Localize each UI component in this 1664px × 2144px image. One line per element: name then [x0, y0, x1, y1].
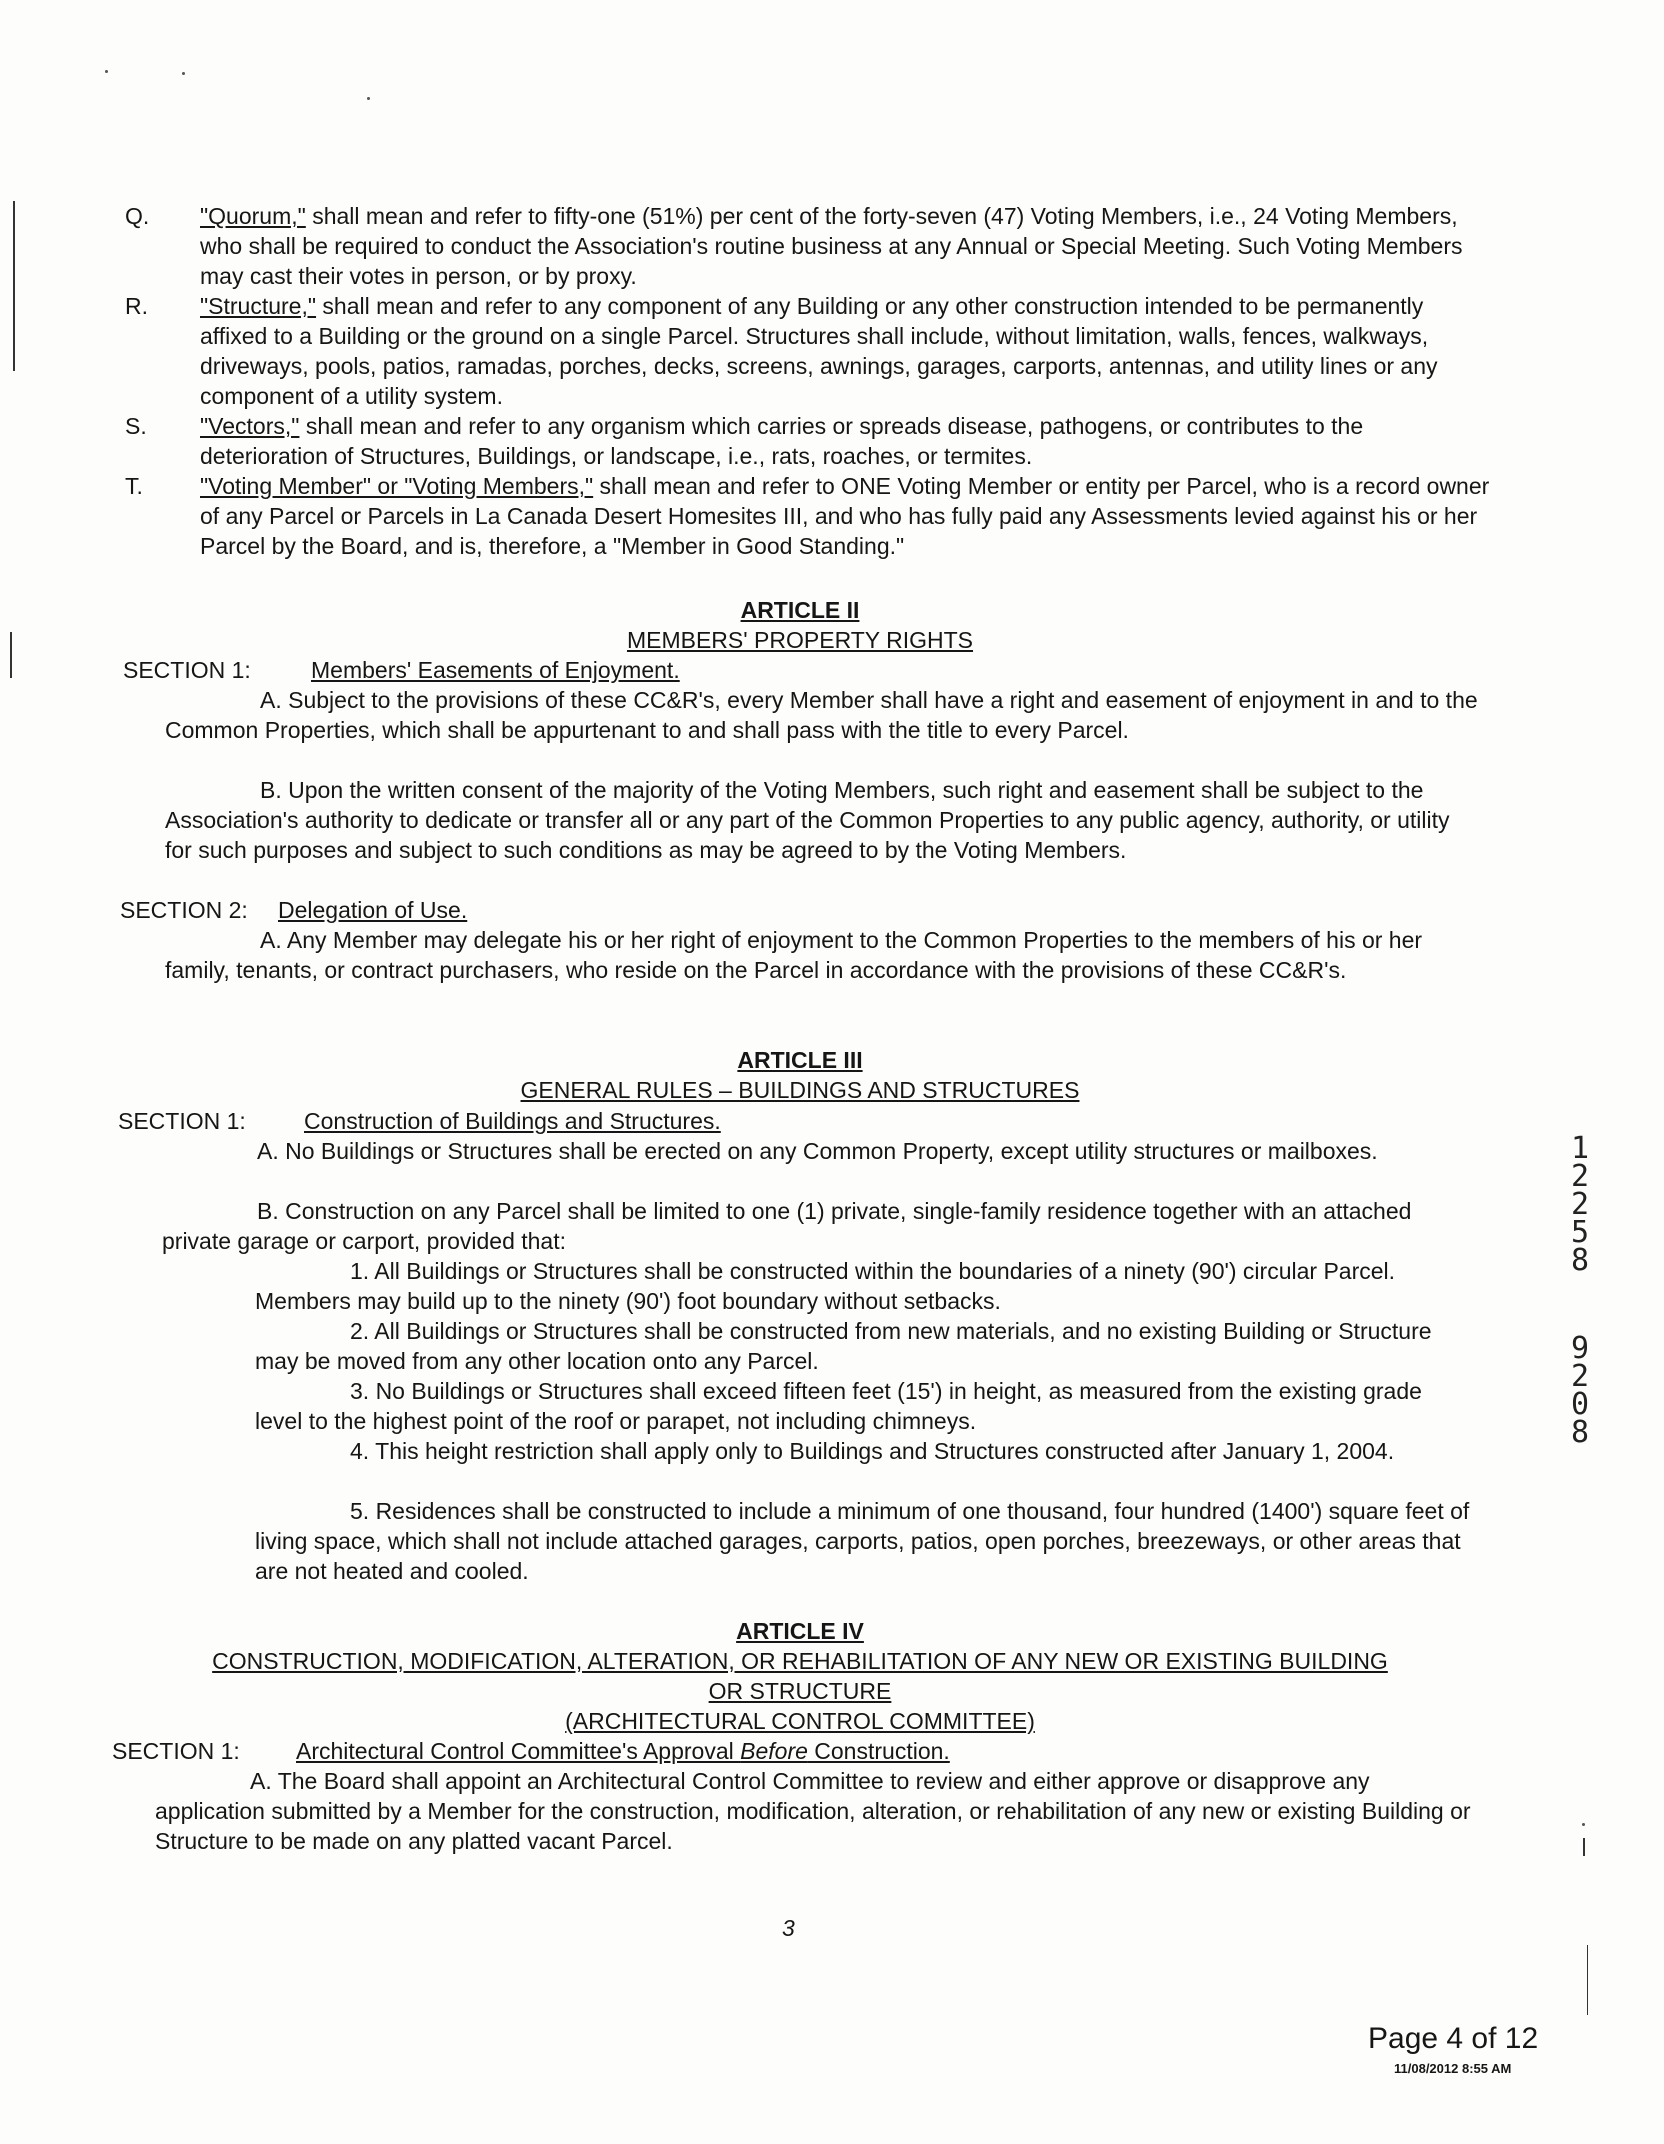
scan-speck	[182, 72, 185, 75]
section-title: Construction of Buildings and Structures.	[304, 1108, 721, 1134]
definition-r	[125, 291, 1495, 411]
recording-stamp: 9 2 0 8	[1570, 1331, 1590, 1450]
section-title: Members' Easements of Enjoyment.	[311, 657, 680, 683]
article-4-subheading: (ARCHITECTURAL CONTROL COMMITTEE)	[565, 1708, 1035, 1734]
footer-page-label: Page 4 of 12	[1368, 2022, 1539, 2055]
margin-bar	[1587, 1945, 1588, 2015]
article-2-subheading: MEMBERS' PROPERTY RIGHTS	[626, 627, 974, 653]
section-title: Delegation of Use.	[278, 897, 468, 923]
definition-letter: T.	[125, 473, 143, 499]
margin-bar	[13, 201, 15, 371]
section-title-emphasis: Before	[740, 1738, 808, 1764]
section-paragraph	[162, 1136, 1480, 1166]
page-number: 3	[782, 1915, 795, 1941]
scan-speck	[105, 70, 108, 73]
list-item-text: 3. No Buildings or Structures shall exceed fifteen feet (15') in height, as measured from the existing grade level to the highest point of the roof or parapet, not including chimneys.	[255, 1378, 1422, 1434]
definition-letter: Q.	[125, 203, 150, 229]
list-item	[255, 1316, 1475, 1376]
article-3-subheading: GENERAL RULES – BUILDINGS AND STRUCTURES	[520, 1077, 1080, 1103]
paragraph-text: A. The Board shall appoint an Architectural Control Committee to review and either approve or disapprove any application submitted by a Member for the construction, modification, alteration, or rehabilitation of any new or existing Building or Structure to be made on any platted vacant Parcel.	[155, 1768, 1471, 1854]
list-item	[255, 1376, 1475, 1436]
definition-letter: R.	[125, 293, 148, 319]
definition-text: shall mean and refer to ONE Voting Member or entity per Parcel, who is a record owner of any Parcel or Parcels in La Canada Desert Homesites III, and who has fully paid any Assessments levied against his or her Parcel by the Board, and is, therefore, a "Member in Good Standing."	[200, 473, 1490, 559]
list-item	[255, 1496, 1475, 1586]
margin-bar	[1583, 1838, 1585, 1856]
paragraph-text: A. Subject to the provisions of these CC&R's, every Member shall have a right and easement of enjoyment in and to the Common Properties, which shall be appurtenant to and shall pass with the title to every Parcel.	[165, 687, 1478, 743]
section-title	[296, 1736, 950, 1766]
section-title-text: Architectural Control Committee's Approval	[296, 1738, 741, 1764]
paragraph-text: A. No Buildings or Structures shall be erected on any Common Property, except utility structures or mailboxes.	[257, 1138, 1378, 1164]
section-label: SECTION 1:	[118, 1108, 246, 1134]
paragraph-text: B. Upon the written consent of the majority of the Voting Members, such right and easement shall be subject to the Association's authority to dedicate or transfer all or any part of the Common Properties to any public agency, authority, or utility for such purposes and subject to such conditions as may be agreed to by the Voting Members.	[165, 777, 1450, 863]
scan-speck	[367, 97, 370, 100]
article-4-heading: ARTICLE IV	[736, 1618, 864, 1644]
list-item-text: 2. All Buildings or Structures shall be constructed from new materials, and no existing Building or Structure may be moved from any other location onto any Parcel.	[255, 1318, 1432, 1374]
list-item-text: 5. Residences shall be constructed to include a minimum of one thousand, four hundred (1400') square feet of living space, which shall not include attached garages, carports, patios, open porches, breezeways, or other areas that are not heated and cooled.	[255, 1498, 1470, 1584]
definition-text: shall mean and refer to any organism which carries or spreads disease, pathogens, or contributes to the deterioration of Structures, Buildings, or landscape, i.e., rats, roaches, or termites.	[200, 413, 1364, 469]
article-3-heading: ARTICLE III	[737, 1047, 863, 1073]
section-paragraph	[165, 925, 1480, 985]
article-2-heading: ARTICLE II	[740, 597, 860, 623]
list-item-text: 1. All Buildings or Structures shall be constructed within the boundaries of a ninety (90') circular Parcel. Members may build up to the ninety (90') foot boundary without setbacks.	[255, 1258, 1396, 1314]
paragraph-text: B. Construction on any Parcel shall be limited to one (1) private, single-family residence together with an attached private garage or carport, provided that:	[162, 1198, 1412, 1254]
definition-term: "Structure,"	[200, 293, 317, 319]
section-label: SECTION 1:	[123, 657, 251, 683]
definition-letter: S.	[125, 413, 147, 439]
article-4-subheading: OR STRUCTURE	[708, 1678, 892, 1704]
list-item-text: 4. This height restriction shall apply only to Buildings and Structures constructed after January 1, 2004.	[350, 1438, 1395, 1464]
list-item	[210, 1436, 1475, 1466]
section-label: SECTION 1:	[112, 1738, 240, 1764]
definition-text: shall mean and refer to any component of any Building or any other construction intended to be permanently affixed to a Building or the ground on a single Parcel. Structures shall include, without limitation, walls, fences, walkways, driveways, pools, patios, ramadas, porches, decks, screens, awnings, garages, carports, antennas, and utility lines or any component of a utility system.	[200, 293, 1438, 409]
definition-s	[125, 411, 1495, 471]
section-paragraph	[165, 685, 1480, 745]
definition-text: shall mean and refer to fifty-one (51%) per cent of the forty-seven (47) Voting Members, i.e., 24 Voting Members, who shall be required to conduct the Association's routine business at any Annual or Special Meeting. Such Voting Members may cast their votes in person, or by proxy.	[200, 203, 1463, 289]
recording-stamp: 1 2 2 5 8	[1570, 1131, 1590, 1278]
section-title-text: Construction.	[807, 1738, 950, 1764]
definition-term: "Vectors,"	[200, 413, 300, 439]
section-paragraph	[155, 1766, 1480, 1856]
section-label: SECTION 2:	[120, 897, 248, 923]
section-paragraph	[165, 775, 1480, 865]
definition-term: "Quorum,"	[200, 203, 306, 229]
definition-t	[125, 471, 1495, 561]
definition-term: "Voting Member" or "Voting Members,"	[200, 473, 594, 499]
scan-speck	[1582, 1823, 1585, 1826]
list-item	[255, 1256, 1475, 1316]
definition-q	[125, 201, 1495, 291]
paragraph-text: A. Any Member may delegate his or her right of enjoyment to the Common Properties to the members of his or her family, tenants, or contract purchasers, who reside on the Parcel in accordance with the provisions of these CC&R's.	[165, 927, 1423, 983]
article-4-subheading: CONSTRUCTION, MODIFICATION, ALTERATION, OR REHABILITATION OF ANY NEW OR EXISTING BUILDING	[212, 1648, 1388, 1674]
footer-timestamp: 11/08/2012 8:55 AM	[1394, 2061, 1512, 2076]
section-paragraph	[162, 1196, 1480, 1256]
